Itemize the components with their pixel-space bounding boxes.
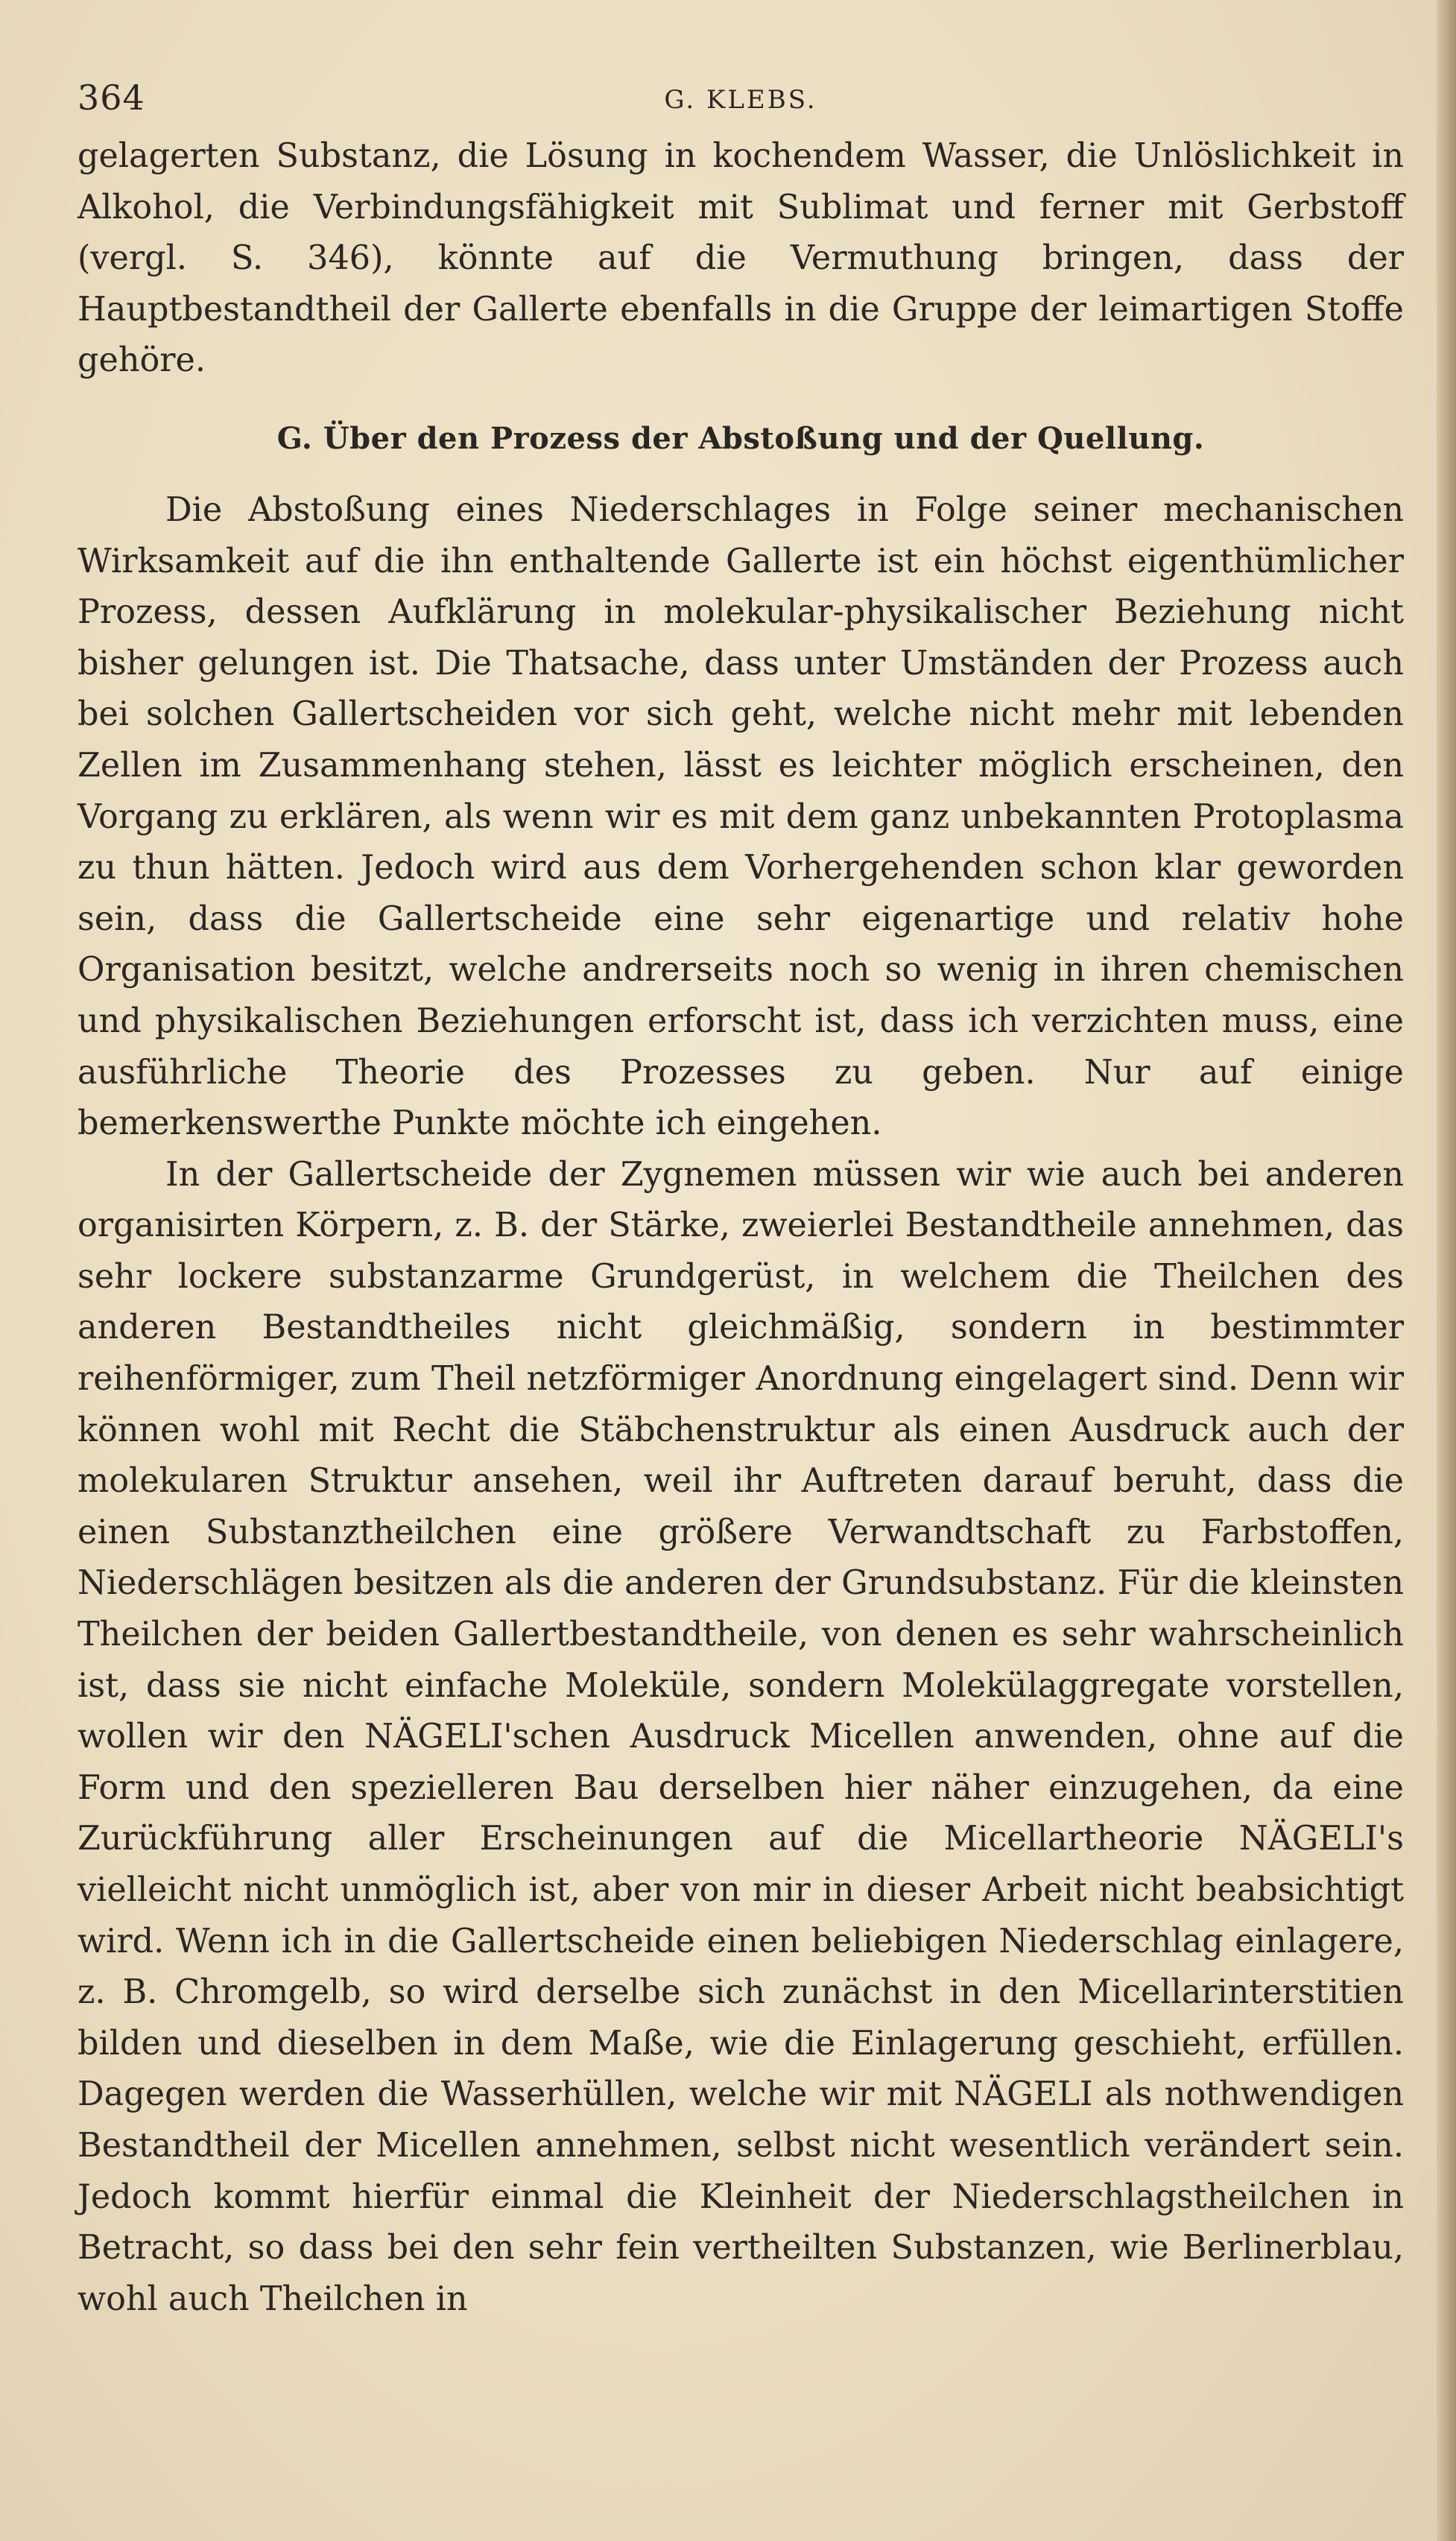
page-number: 364	[77, 77, 145, 118]
section-heading: G. Über den Prozess der Abstoßung und der Quellung.	[276, 420, 1205, 456]
paragraph-continuation: gelagerten Substanz, die Lösung in kochendem Wasser, die Unlöslichkeit in Alkohol, die Verbindungsfähigkeit mit Sublimat und ferner mit Gerbstoff (vergl. S. 346), könnte auf die Vermuthung bringen, dass der Hauptbestandtheil der Gallerte ebenfalls in die Gruppe der leimartigen Stoffe gehöre.	[77, 137, 1404, 380]
paragraph-gallertscheide: In der Gallertscheide der Zygnemen müssen wir wie auch bei anderen organisirten Körpern, z. B. der Stärke, zweierlei Bestandtheile annehmen, das sehr lockere substanzarme Grundgerüst, in welchem die Theilchen des anderen Bestandtheiles nicht gleichmäßig, sondern in bestimmter reihenförmiger, zum Theil netzförmiger Anordnung eingelagert sind. Denn wir können wohl mit Recht die Stäbchenstruktur als einen Ausdruck auch der molekularen Struktur ansehen, weil ihr Auftreten darauf beruht, dass die einen Substanztheilchen eine größere Verwandtschaft zu Farbstoffen, Niederschlägen besitzen als die anderen der Grundsubstanz. Für die kleinsten Theilchen der beiden Gallertbestandtheile, von denen es sehr wahrscheinlich ist, dass sie nicht einfache Moleküle, sondern Molekülaggregate vorstellen, wollen wir den NÄGELI'schen Ausdruck Micellen anwenden, ohne auf die Form und den spezielleren Bau derselben hier näher einzugehen, da eine Zurückführung aller Erscheinungen auf die Micellartheorie NÄGELI's vielleicht nicht unmöglich ist, aber von mir in dieser Arbeit nicht beabsichtigt wird. Wenn ich in die Gallertscheide einen beliebigen Niederschlag einlagere, z. B. Chromgelb, so wird derselbe sich zunächst in den Micellarinterstitien bilden und dieselben in dem Maße, wie die Einlagerung geschieht, erfüllen. Dagegen werden die Wasserhüllen, welche wir mit NÄGELI als nothwendigen Bestandtheil der Micellen annehmen, selbst nicht wesentlich verändert sein. Jedoch kommt hierfür einmal die Kleinheit der Niederschlagstheilchen in Betracht, so dass bei den sehr fein vertheilten Substanzen, wie Berlinerblau, wohl auch Theilchen in	[77, 1155, 1404, 2318]
page-text-block	[77, 72, 1404, 2325]
page-edge	[1437, 0, 1456, 2541]
running-head: G. KLEBS.	[664, 85, 817, 115]
paragraph-abstossung: Die Abstoßung eines Niederschlages in Folge seiner mechanischen Wirksamkeit auf die ihn enthaltende Gallerte ist ein höchst eigenthümlicher Prozess, dessen Aufklärung in molekular-physikalischer Beziehung nicht bisher gelungen ist. Die Thatsache, dass unter Umständen der Prozess auch bei solchen Gallertscheiden vor sich geht, welche nicht mehr mit lebenden Zellen im Zusammenhang stehen, lässt es leichter möglich erscheinen, den Vorgang zu erklären, als wenn wir es mit dem ganz unbekannten Protoplasma zu thun hätten. Jedoch wird aus dem Vorhergehenden schon klar geworden sein, dass die Gallertscheide eine sehr eigenartige und relativ hohe Organisation besitzt, welche andrerseits noch so wenig in ihren chemischen und physikalischen Beziehungen erforscht ist, dass ich verzichten muss, eine ausführliche Theorie des Prozesses zu geben. Nur auf einige bemerkenswerthe Punkte möchte ich eingehen.	[77, 490, 1404, 1143]
page-header	[77, 72, 1404, 131]
